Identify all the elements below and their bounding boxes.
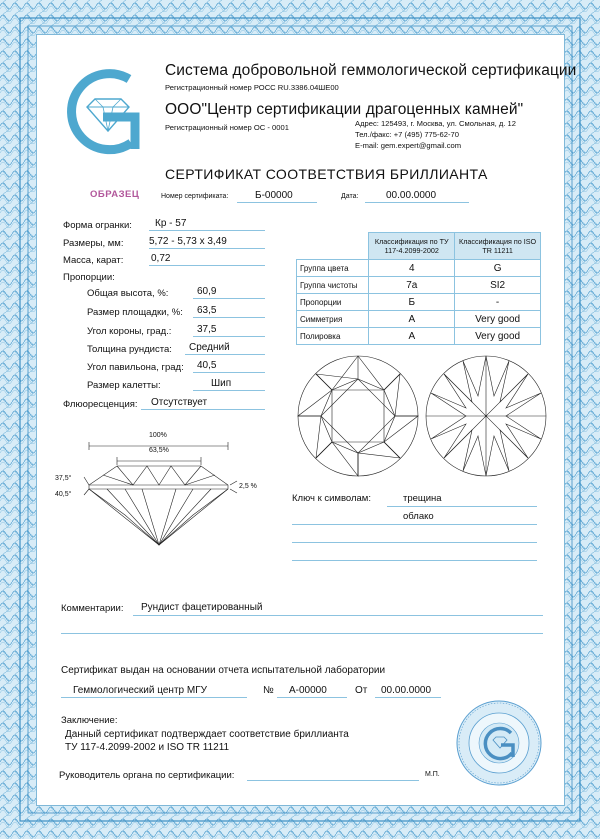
legend-item-crack: трещина <box>403 493 442 504</box>
pavilion-angle-label: Угол павильона, град: <box>87 362 184 373</box>
culet-label: Размер калетты: <box>87 380 161 391</box>
cert-number-label: Номер сертификата: <box>161 193 229 200</box>
legend-item-cloud: облако <box>403 511 434 522</box>
company-name: ООО"Центр сертификации драгоценных камней" <box>165 101 524 118</box>
table-row: Пропорции Б - <box>297 294 541 311</box>
cert-date: 00.00.0000 <box>386 190 437 201</box>
sample-stamp: ОБРАЗЕЦ <box>90 189 140 200</box>
conclusion-line1: Данный сертификат подтверждает соответствие бриллианта <box>65 729 349 740</box>
diagram-crown-angle: 37,5° <box>55 475 72 482</box>
issued-number: А-00000 <box>289 685 327 696</box>
certificate-sheet <box>36 34 577 806</box>
issued-date: 00.00.0000 <box>381 685 432 696</box>
issued-from-label: От <box>355 685 368 696</box>
address: Адрес: 125493, г. Москва, ул. Смольная, д. 12 <box>355 119 516 128</box>
email: E-mail: gem.expert@gmail.com <box>355 141 462 150</box>
seal-place-mark: М.П. <box>425 771 440 778</box>
date-label: Дата: <box>341 193 359 200</box>
mass-value: 0,72 <box>151 253 171 264</box>
diamond-pavilion-plot <box>423 353 549 479</box>
girdle-label: Толщина рундиста: <box>87 344 172 355</box>
fluorescence-label: Флюоресценция: <box>63 399 138 410</box>
legend-label: Ключ к символам: <box>292 493 371 504</box>
table-row: Полировка А Very good <box>297 328 541 345</box>
crown-angle-label: Угол короны, град.: <box>87 326 172 337</box>
signature-label: Руководитель органа по сертификации: <box>59 770 235 781</box>
org-title: Система добровольной геммологической сертификации <box>165 62 577 79</box>
col-tu: Классификация по ТУ 117-4.2099-2002 <box>369 233 455 260</box>
depth-value: 60,9 <box>197 286 217 297</box>
pavilion-angle-value: 40,5 <box>197 360 217 371</box>
fluorescence-value: Отсутствует <box>151 397 208 408</box>
conclusion-line2: ТУ 117-4.2099-2002 и ISO TR 11211 <box>65 742 230 753</box>
girdle-value: Средний <box>189 342 230 353</box>
crown-angle-value: 37,5 <box>197 324 217 335</box>
diamond-crown-plot <box>295 353 421 479</box>
diagram-girdle-pct: 2,5 % <box>239 483 257 490</box>
table-size-value: 63,5 <box>197 305 217 316</box>
reg-number-body: Регистрационный номер ОС - 0001 <box>165 123 289 132</box>
diagram-total-width: 100% <box>149 432 167 439</box>
table-row: Группа чистоты 7а SI2 <box>297 277 541 294</box>
col-iso: Классификация по ISO TR 11211 <box>455 233 541 260</box>
shape-label: Форма огранки: <box>63 220 132 231</box>
phone: Тел./факс: +7 (495) 775-62-70 <box>355 130 459 139</box>
comments-label: Комментарии: <box>61 603 124 614</box>
table-row: Симметрия А Very good <box>297 311 541 328</box>
logo-emblem <box>59 65 143 161</box>
shape-value: Кр - 57 <box>155 218 187 229</box>
table-row: Группа цвета 4 G <box>297 260 541 277</box>
certification-seal <box>455 699 543 787</box>
diamond-profile-diagram <box>37 425 287 565</box>
diagram-table-width: 63,5% <box>149 447 169 454</box>
classification-table <box>296 232 541 345</box>
table-size-label: Размер площадки, %: <box>87 307 183 318</box>
size-value: 5,72 - 5,73 x 3,49 <box>149 236 227 247</box>
culet-value: Шип <box>211 378 232 389</box>
reg-number-system: Регистрационный номер РОСС RU.3386.04ШЕ00 <box>165 83 339 92</box>
size-label: Размеры, мм: <box>63 238 124 249</box>
conclusion-label: Заключение: <box>61 715 118 726</box>
document-title: СЕРТИФИКАТ СООТВЕТСТВИЯ БРИЛЛИАНТА <box>165 166 488 182</box>
comments-text: Рундист фацетированный <box>141 602 263 613</box>
depth-label: Общая высота, %: <box>87 288 169 299</box>
mass-label: Масса, карат: <box>63 255 124 266</box>
cert-number: Б-00000 <box>255 190 293 201</box>
proportions-label: Пропорции: <box>63 272 115 283</box>
diagram-pavilion-angle: 40,5° <box>55 491 72 498</box>
issued-lab: Геммологический центр МГУ <box>73 685 207 696</box>
issued-text: Сертификат выдан на основании отчета испытательной лаборатории <box>61 665 386 676</box>
issued-number-label: № <box>263 685 274 696</box>
